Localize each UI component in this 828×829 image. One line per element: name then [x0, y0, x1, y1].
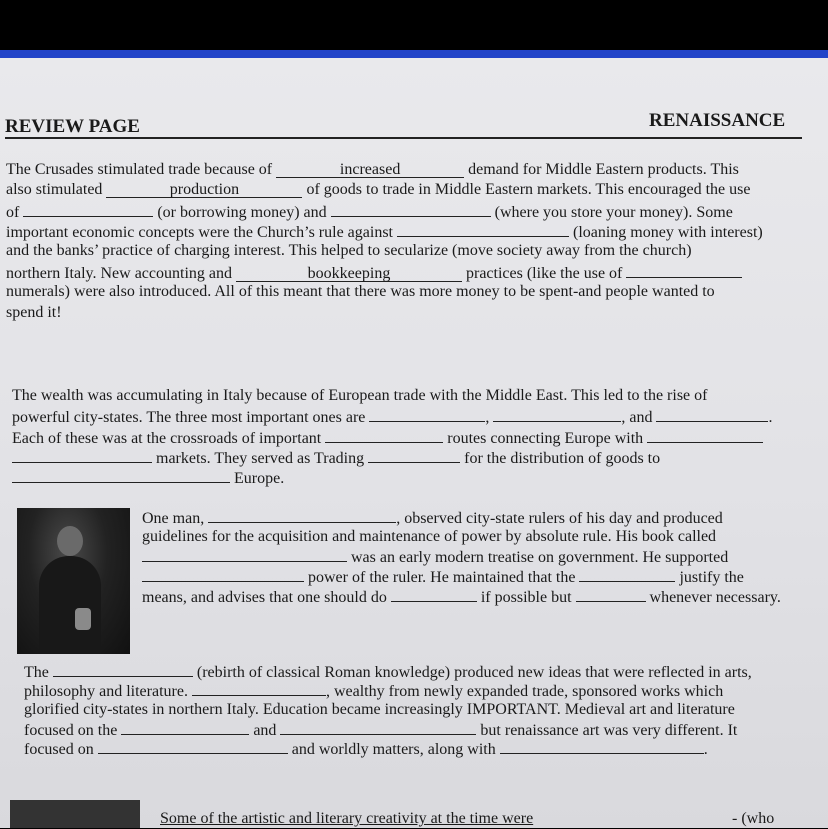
p4-l5c: . — [703, 741, 708, 758]
p4-l1a: The — [24, 664, 49, 681]
p3-l5a: means, and advises that one should do — [142, 589, 387, 606]
p3-line2: guidelines for the acquisition and maintenance of power by absolute rule. His book called — [142, 528, 717, 545]
p3-l4b: justify the — [679, 569, 744, 586]
blank-city3[interactable] — [656, 406, 768, 422]
portrait-image — [17, 508, 130, 654]
fill-bookkeeping[interactable]: bookkeeping — [236, 266, 462, 282]
blank-medieval-focus2[interactable] — [280, 719, 476, 735]
blank-renaissance-focus[interactable] — [98, 738, 288, 754]
blank-trading[interactable] — [368, 447, 460, 463]
p2-l2a: powerful city-states. The three most important ones are — [12, 409, 366, 426]
blank-borrowing[interactable] — [23, 201, 153, 217]
p4-l5a: focused on — [24, 741, 94, 758]
p1-l2a: also stimulated — [6, 181, 103, 198]
blank-good[interactable] — [391, 586, 477, 602]
p1-l6a: northern Italy. New accounting and — [6, 265, 232, 282]
p4-l4c: but renaissance art was very different. It — [480, 722, 738, 739]
header-renaissance: RENAISSANCE — [649, 110, 786, 131]
blank-usury[interactable] — [397, 221, 569, 237]
blank-city1[interactable] — [369, 406, 485, 422]
blank-numerals[interactable] — [626, 262, 742, 278]
p3-l4a: power of the ruler. He maintained that the — [308, 569, 576, 586]
blank-book-title[interactable] — [142, 546, 347, 562]
p3-line4 — [142, 566, 744, 588]
p3-l1a: One man, — [142, 510, 205, 527]
p2-l3a: Each of these was at the crossroads of important — [12, 430, 322, 447]
p1-l3b: (or borrowing money) and — [157, 204, 327, 221]
p4-l5b: and worldly matters, along with — [291, 741, 496, 758]
p1-l1b: demand for Middle Eastern products. This — [468, 161, 739, 178]
p2-line4 — [12, 447, 660, 469]
p1-line7: numerals) were also introduced. All of this meant that there was more money to be spent-and people wanted to — [6, 283, 715, 300]
p1-line3 — [6, 201, 733, 223]
bottom-image — [10, 800, 140, 828]
blank-patrons[interactable] — [192, 680, 326, 696]
top-black-bar — [0, 0, 828, 50]
p1-l2b: of goods to trade in Middle Eastern markets. This encouraged the use — [306, 181, 751, 198]
p1-line8: spend it! — [6, 304, 62, 321]
p1-line6 — [6, 262, 742, 284]
blank-europe[interactable] — [12, 467, 230, 483]
blank-along-with[interactable] — [500, 738, 704, 754]
blank-power-type[interactable] — [142, 566, 304, 582]
fill-production[interactable]: production — [106, 182, 302, 198]
blank-markets-region[interactable] — [647, 427, 763, 443]
p1-line1 — [6, 160, 739, 180]
p2-line2 — [12, 406, 772, 428]
blank-markets[interactable] — [12, 447, 152, 463]
p1-line5: and the banks’ practice of charging interest. This helped to secularize (move society away from the church) — [6, 242, 692, 259]
header-rule — [5, 137, 802, 139]
p2-line1: The wealth was accumulating in Italy because of European trade with the Middle East. This led to the rise of — [12, 387, 708, 404]
p3-line3 — [142, 546, 728, 568]
p3-l3: was an early modern treatise on government. He supported — [351, 549, 729, 566]
p5-line1a: Some of the artistic and literary creativity at the time were — [160, 810, 534, 827]
blank-machiavelli[interactable] — [208, 507, 396, 523]
p2-l2d: . — [768, 409, 773, 426]
header-review-page: REVIEW PAGE — [5, 116, 140, 137]
p1-l3a: of — [6, 204, 20, 221]
p1-l6b: practices (like the use of — [466, 265, 623, 282]
p3-l5c: whenever necessary. — [649, 589, 781, 606]
fill-increased[interactable]: increased — [276, 162, 464, 178]
p1-l1a: The Crusades stimulated trade because of — [6, 161, 273, 178]
blank-routes[interactable] — [325, 427, 443, 443]
p2-l2c: , and — [621, 409, 653, 426]
p4-l1b: (rebirth of classical Roman knowledge) produced new ideas that were reflected in arts, — [196, 664, 752, 681]
blue-strip — [0, 50, 828, 58]
portrait-body — [39, 556, 101, 654]
p4-line3: glorified city-states in northern Italy. Education became increasingly IMPORTANT. Medieval art and literature — [24, 701, 735, 718]
blank-renaissance[interactable] — [53, 661, 193, 677]
p4-l2a: philosophy and literature. — [24, 683, 188, 700]
p1-l4a: important economic concepts were the Church’s rule against — [6, 224, 393, 241]
p2-l4a: markets. They served as Trading — [156, 450, 365, 467]
p5-line1b: - (who — [732, 810, 775, 827]
p3-l5b: if possible but — [480, 589, 572, 606]
blank-city2[interactable] — [493, 406, 621, 422]
p2-l2b: , — [485, 409, 490, 426]
p4-line5 — [24, 738, 708, 760]
p2-l5: Europe. — [234, 470, 285, 487]
p4-l4a: focused on the — [24, 722, 118, 739]
p2-line5 — [12, 467, 284, 489]
p2-l4b: for the distribution of goods to — [464, 450, 661, 467]
p4-l2b: , wealthy from newly expanded trade, sponsored works which — [325, 683, 724, 700]
p3-line5 — [142, 586, 781, 608]
blank-medieval-focus1[interactable] — [121, 719, 249, 735]
p2-l3b: routes connecting Europe with — [447, 430, 644, 447]
blank-evil[interactable] — [576, 586, 646, 602]
p2-line3 — [12, 427, 763, 449]
p3-line1 — [142, 507, 723, 529]
blank-ends[interactable] — [579, 566, 675, 582]
p3-l1b: , observed city-state rulers of his day and produced — [396, 510, 723, 527]
p1-l3c: (where you store your money). Some — [494, 204, 733, 221]
blank-banks[interactable] — [331, 201, 491, 217]
portrait-head — [57, 526, 83, 556]
p1-l4b: (loaning money with interest) — [572, 224, 763, 241]
p4-line2 — [24, 680, 723, 702]
portrait-hand — [75, 608, 91, 630]
p1-line4 — [6, 221, 763, 243]
p1-line2 — [6, 180, 750, 200]
p4-l4b: and — [253, 722, 277, 739]
